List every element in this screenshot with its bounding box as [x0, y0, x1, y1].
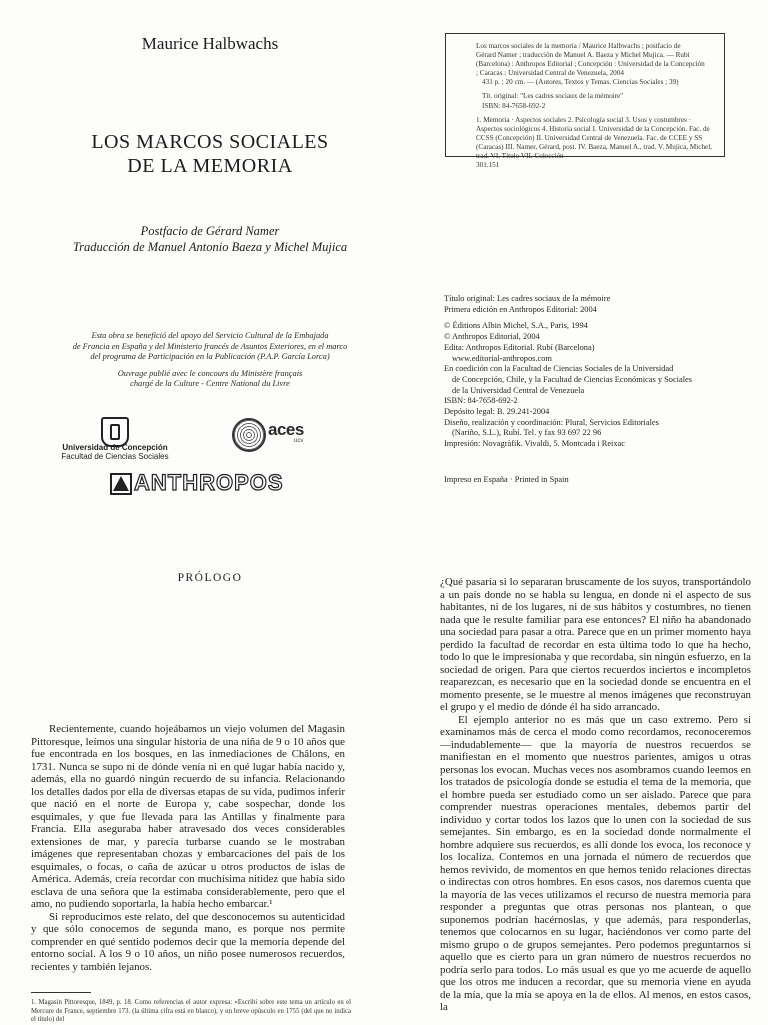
chapter-heading: PRÓLOGO: [177, 572, 243, 584]
copyright-line: En coedición con la Facultad de Ciencias Sociales de la Universidad: [444, 364, 674, 374]
copyright-line: Diseño, realización y coordinación: Plural, Servicios Editoriales: [444, 417, 659, 427]
catalog-line: 1. Memoria · Aspectos sociales 2. Psicología social 3. Usos y costumbres ·: [476, 115, 691, 124]
support-line: de Francia en España y del Ministerio francés de Asuntos Exteriores, en el marco: [72, 341, 348, 351]
university-seal-icon: [232, 418, 266, 452]
anthropos-logo-icon: [110, 473, 132, 495]
aces-logo-subtext: ucv: [294, 438, 304, 444]
support-line: chargé de la Culture - Centre National du Livre: [130, 379, 290, 388]
prologue-left-column: [31, 723, 345, 973]
catalog-line: ; Caracas : Universidad Central de Venezuela, 2004: [476, 69, 624, 78]
copyright-line: © Anthropos Editorial, 2004: [444, 332, 540, 342]
paragraph: El ejemplo anterior no es más que un caso extremo. Pero si examinamos más de cerca el modo como recordamos, reconoceremos —indudablemente— que la mayoría de nuestros recuerdos se manifiestan en el momento que nuestros parientes, amigos u otras personas los evocan. Muchas veces nos asombramos cuando leemos en los tratados de psicología donde se estudia el tema de la memoria, que el hombre pueda ser estudiado como un ser aislado. Parece que para comprender nuestras operaciones mentales, debemos partir del individuo y cortar todos los lazos que lo unen con la sociedad de sus semejantes. Sin embargo, es en la sociedad donde normalmente el hombre adquiere sus recuerdos, es allí donde los evoca, los reconoce y los localiza. Contemos en una jornada el número de recuerdos que hemos revivido, de momentos en que hemos tenido relaciones directas o indirectas con otros hombres. En esos casos, nos daremos cuenta que la mayoría de las veces utilizamos el recurso de nuestra memoria para responder a preguntas que otras personas nos plantean, o que suponemos podrían hacérnoslas, y que además, para responderlas, tenemos que colocarnos en su lugar, haciéndonos ver como parte del mismo grupo o de grupos semejantes. Pero podemos preguntarnos si aquello que es cierto para un gran número de nuestros recuerdos no podría serlo para todos. Lo más usual es que yo me acuerde de aquello que los otros me inducen a recordar, que su memoria viene en ayuda de la mía, que la mía se apoya en la de ellos. Al menos, en estos casos, la: [440, 713, 751, 1013]
translation-credit: Traducción de Manuel Antonio Baeza y Michel Mujica: [72, 240, 348, 254]
copyright-line: de la Universidad Central de Venezuela: [452, 385, 585, 395]
book-title-line: DE LA MEMORIA: [127, 155, 293, 177]
catalog-line: 301.151: [476, 161, 500, 170]
catalog-line: Gérard Namer ; traducción de Manuel A. Baeza y Michel Mujica. — Rubí: [476, 51, 690, 60]
catalog-line: ISBN: 84-7658-692-2: [482, 101, 546, 110]
copyright-line: © Éditions Albin Michel, S.A., Paris, 1994: [444, 321, 588, 331]
support-line: Esta obra se benefició del apoyo del Servicio Cultural de la Embajada: [91, 331, 329, 340]
catalog-card: [445, 33, 725, 170]
copyright-line: Edita: Anthropos Editorial. Rubí (Barcelona): [444, 342, 595, 352]
author-name: Maurice Halbwachs: [141, 34, 279, 53]
paragraph: Si reproducimos este relato, del que desconocemos su autenticidad y que sólo conocemos de segunda mano, es porque nos permite comprender en qué sentido podemos decir que la memoria depende del entorno social. A los 9 o 10 años, un niño posee numerosos recuerdos, recientes y también lejanos.: [31, 910, 345, 973]
isbn: ISBN: 84-7658-692-2: [444, 396, 518, 406]
catalog-line: 431 p. ; 20 cm. — (Autores, Textos y Temas. Ciencias Sociales ; 39): [482, 78, 679, 87]
publisher-url: www.editorial-anthropos.com: [452, 353, 552, 363]
faculty-name: Facultad de Ciencias Sociales: [61, 452, 169, 461]
catalog-line: Aspectos sociológicos 4. Historia social I. Universidad de la Concepción. Fac. de: [476, 124, 710, 133]
catalog-line: (Caracas) III. Namer, Gérard, post. IV. Baeza, Manuel A., trad. V. Mujica, Michel,: [476, 142, 713, 151]
copyright-line: de Concepción, Chile, y la Facultad de Ciencias Económicas y Sociales: [452, 374, 693, 384]
support-line: del programa de Participación en la Publicación (P.A.P. García Lorca): [90, 352, 330, 361]
aces-logo: aces: [268, 420, 304, 439]
support-line: Ouvrage publié avec le concours du Ministère français: [117, 368, 303, 378]
printed-in: Impreso en España · Printed in Spain: [444, 475, 569, 484]
printer-line: Impresión: Novagràfik. Vivaldi, 5. Montcada i Reixac: [444, 439, 625, 449]
university-name: Universidad de Concepción: [62, 443, 168, 452]
postfacio-credit: Postfacio de Gérard Namer: [140, 224, 280, 238]
prologue-right-column: [440, 576, 751, 1014]
copyright-line: Primera edición en Anthropos Editorial: 2004: [444, 304, 597, 314]
contributors: [20, 223, 400, 255]
footnote-divider: [31, 992, 91, 993]
book-title: [60, 130, 360, 178]
catalog-line: trad. VI. Título VII. Colección: [476, 152, 564, 161]
catalog-line: Los marcos sociales de la memoria / Maurice Halbwachs ; postfacio de: [476, 42, 681, 50]
catalog-line: CCSS (Concepción) II. Universidad Central de Venezuela. Fac. de CCEE y SS: [476, 133, 703, 142]
paragraph: ¿Qué pasaría si lo separaran bruscamente de los suyos, transportándolo a un país donde no se habla su lengua, en donde ni el aspecto de sus habitantes, ni de los lugares, ni de sus hábitos y costumbres, no tienen nada que le resulte familiar para ese entonces? El niño ha abandonado una sociedad para pasar a otra. Parece que en un primer momento haya perdido la facultad de recordar en esta última todo lo que ha hecho, todo lo que le impresionaba y que recordaba, sin ningún esfuerzo, en la sociedad de origen. Para que ciertos recuerdos inciertos e incompletos reaparezcan, es necesario que en la sociedad donde se encuentra en el momento presente, se le muestre al menos imágenes que reconstruyan el grupo y el medio de dónde él ha sido arrancado.: [440, 576, 751, 713]
copyright-block: [444, 294, 734, 450]
anthropos-logo: ANTHROPOS: [134, 470, 284, 495]
book-title-line: LOS MARCOS SOCIALES: [91, 131, 329, 153]
paragraph: Recientemente, cuando hojeábamos un viejo volumen del Magasin Pittoresque, leímos una singular historia de una niña de 9 o 10 años que fue encontrada en los bosques, en las inmediaciones de Châlons, en 1731. Nunca se supo ni de dónde venía ni en qué lugar había nacido y, además, ella no guardó ningún recuerdo de su infancia. Relacionando los detalles dados por ella de diversas etapas de su vida, pudimos inferir que nació en el norte de Europa y, cabe sospechar, donde los esquimales, y que fue llevada para las Antillas y finalmente para Francia. Ella aseguraba haber atravesado dos veces considerables extensiones de mar, y parecía turbarse cuando se le mostraban imágenes que representaban chozas y embarcaciones del país de los esquimales, o focas, o caña de azúcar u otros productos de islas de América. Además, creía recordar con muchísima nitidez que había sido esclava de una señora que la estimaba considerablemente, pero que el amo, no pudiendo soportarla, la había hecho embarcar.¹: [31, 723, 345, 910]
footnote: 1. Magasin Pittoresque, 1849, p. 18. Como referencias el autor expresa: «Escribí sobre este tema un artículo en el Mercure de France, septiembre 173. (la última cifra está en blanco), y un breve opúsculo en 1755 (del que no indica el título) del: [31, 999, 351, 1024]
support-notice: [20, 331, 400, 390]
legal-deposit: Depósito legal: B. 29.241-2004: [444, 407, 550, 417]
catalog-line: (Barcelona) : Anthropos Editorial ; Concepción : Universidad de la Concepción: [476, 60, 705, 69]
copyright-line: Título original: Les cadres sociaux de la mémoire: [444, 294, 611, 303]
copyright-line: (Nariño, S.L.), Rubí. Tel. y fax 93 697 22 96: [452, 428, 602, 438]
catalog-line: Tít. original: "Les cadres sociaux de la mémoire": [482, 92, 624, 101]
